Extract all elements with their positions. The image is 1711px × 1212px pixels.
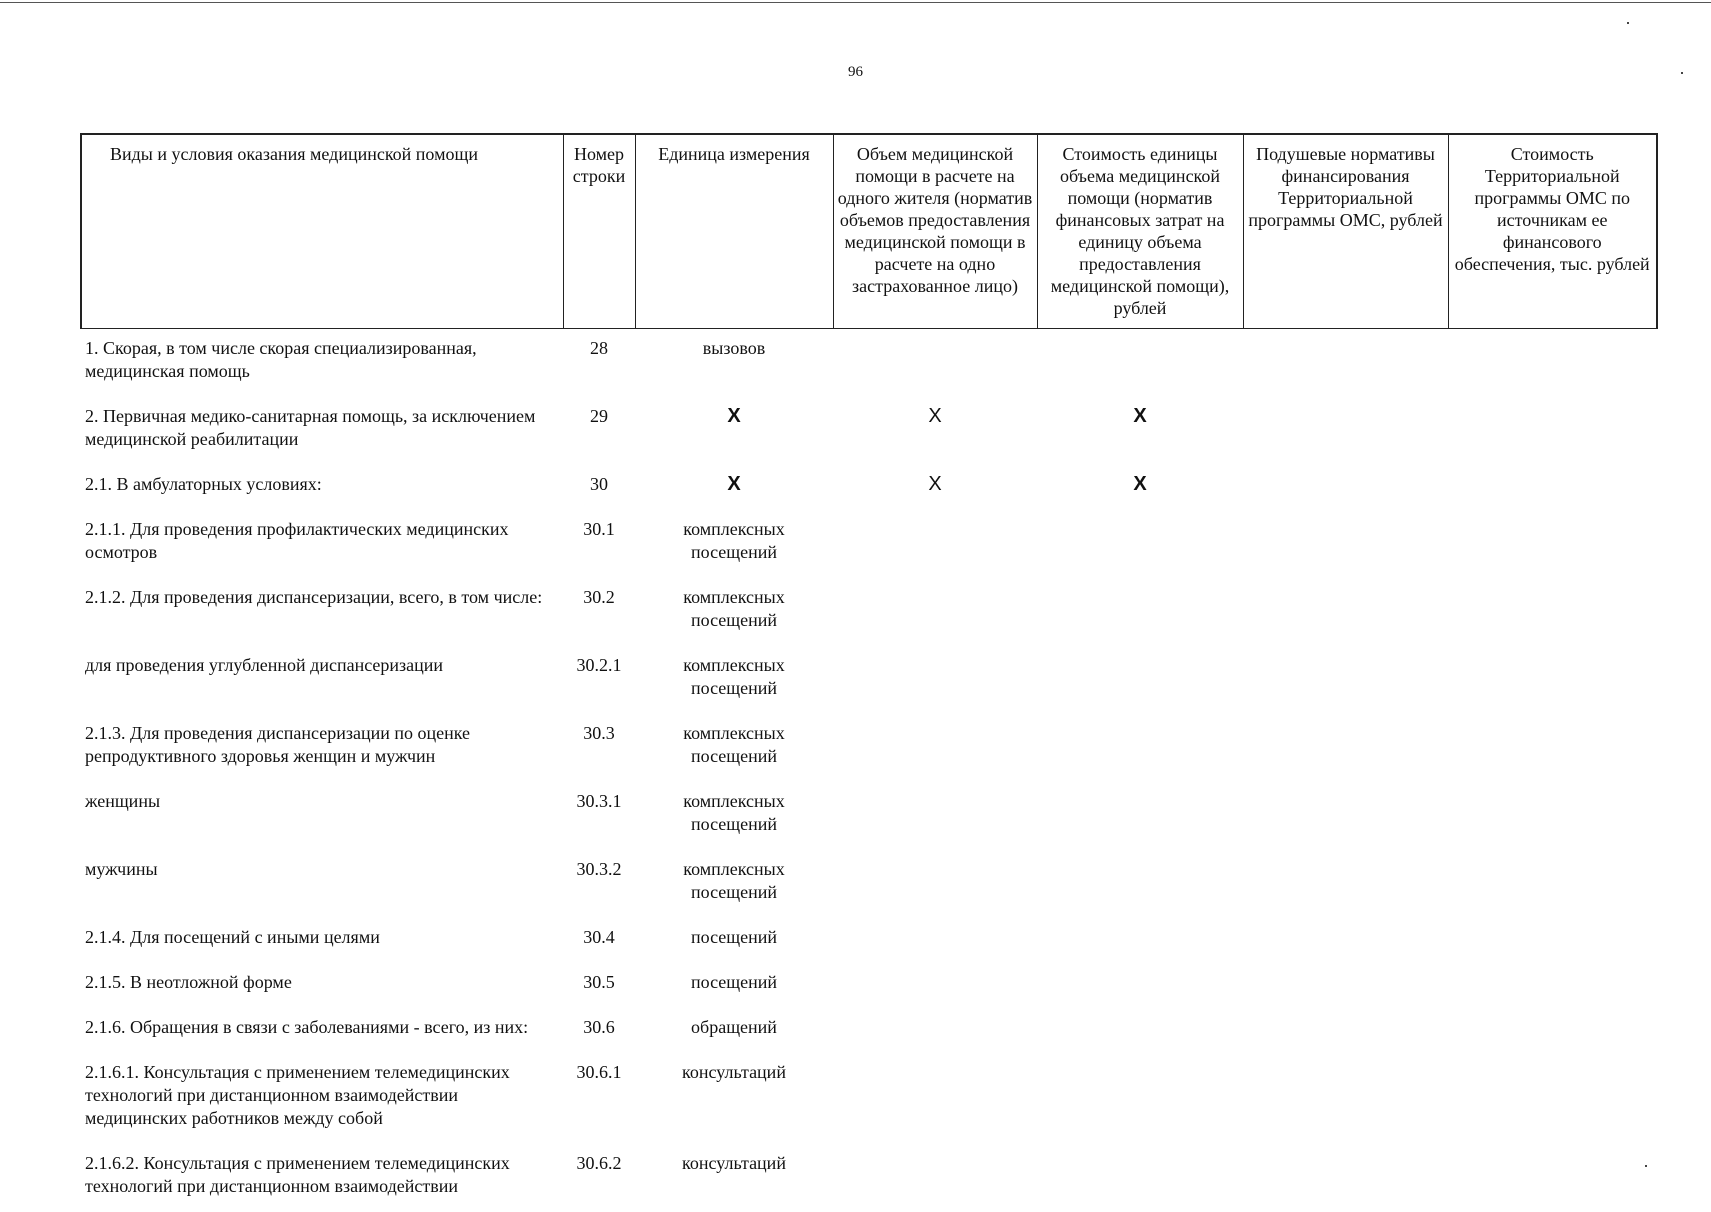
row-program-cost xyxy=(1448,510,1657,578)
row-name: 2.1.6. Обращения в связи с заболеваниями - всего, из них: xyxy=(85,1017,529,1037)
row-name: 2.1. В амбулаторных условиях: xyxy=(85,474,322,494)
row-volume xyxy=(833,646,1037,714)
row-cost xyxy=(1037,918,1243,963)
row-program-cost xyxy=(1448,397,1657,465)
row-cost xyxy=(1037,714,1243,782)
row-per-capita xyxy=(1243,510,1448,578)
row-cost xyxy=(1037,782,1243,850)
table-row xyxy=(81,1008,1657,1053)
table-row xyxy=(81,714,1657,782)
scan-speck xyxy=(1627,22,1629,24)
row-unit: комплексных посещений xyxy=(683,587,785,630)
row-per-capita xyxy=(1243,578,1448,646)
table-row xyxy=(81,465,1657,510)
row-program-cost xyxy=(1448,646,1657,714)
row-number: 30.3.2 xyxy=(576,859,622,879)
row-unit: комплексных посещений xyxy=(683,519,785,562)
table-row xyxy=(81,646,1657,714)
row-name: 2.1.4. Для посещений с иными целями xyxy=(85,927,380,947)
row-name: для проведения углубленной диспансеризации xyxy=(85,655,444,675)
table-row xyxy=(81,918,1657,963)
row-cost xyxy=(1037,329,1243,398)
row-per-capita xyxy=(1243,397,1448,465)
row-volume: X xyxy=(928,405,942,427)
row-per-capita xyxy=(1243,1144,1448,1212)
row-unit: комплексных посещений xyxy=(683,791,785,834)
page-number: 96 xyxy=(848,64,863,80)
row-volume xyxy=(833,1008,1037,1053)
row-volume xyxy=(833,578,1037,646)
table-row xyxy=(81,782,1657,850)
row-number: 28 xyxy=(590,338,608,358)
row-cost: X xyxy=(1133,405,1147,427)
row-volume xyxy=(833,329,1037,398)
row-name: 2.1.6.2. Консультация с применением телемедицинских технологий при дистанционном взаимодействии xyxy=(85,1153,510,1196)
table-row xyxy=(81,963,1657,1008)
row-per-capita xyxy=(1243,714,1448,782)
table-row xyxy=(81,578,1657,646)
row-per-capita xyxy=(1243,918,1448,963)
row-program-cost xyxy=(1448,329,1657,398)
row-program-cost xyxy=(1448,714,1657,782)
row-number: 30.1 xyxy=(583,519,615,539)
row-program-cost xyxy=(1448,578,1657,646)
header-types: Виды и условия оказания медицинской помощи xyxy=(81,134,563,329)
row-cost xyxy=(1037,1008,1243,1053)
scan-speck xyxy=(1681,72,1683,74)
row-cost xyxy=(1037,1144,1243,1212)
row-number: 30.3 xyxy=(583,723,615,743)
row-volume xyxy=(833,1053,1037,1144)
row-name: 2. Первичная медико-санитарная помощь, за исключением медицинской реабилитации xyxy=(85,406,536,449)
scan-speck xyxy=(1645,1165,1647,1167)
row-volume xyxy=(833,782,1037,850)
row-number: 30.3.1 xyxy=(576,791,622,811)
row-number: 29 xyxy=(590,406,608,426)
row-volume xyxy=(833,918,1037,963)
row-per-capita xyxy=(1243,782,1448,850)
row-unit: комплексных посещений xyxy=(683,655,785,698)
row-unit: посещений xyxy=(690,927,778,947)
row-volume xyxy=(833,714,1037,782)
row-volume xyxy=(833,850,1037,918)
row-unit: посещений xyxy=(690,972,778,992)
row-per-capita xyxy=(1243,646,1448,714)
row-volume xyxy=(833,510,1037,578)
row-program-cost xyxy=(1448,1144,1657,1212)
table-row xyxy=(81,329,1657,398)
row-number: 30.4 xyxy=(583,927,615,947)
row-name: женщины xyxy=(85,791,161,811)
row-number: 30 xyxy=(590,474,608,494)
row-per-capita xyxy=(1243,1008,1448,1053)
row-per-capita xyxy=(1243,1053,1448,1144)
header-program-cost: Стоимость Территориальной программы ОМС по источникам ее финансового обеспечения, тыс. рублей xyxy=(1448,134,1657,329)
row-number: 30.5 xyxy=(583,972,615,992)
row-unit: консультаций xyxy=(682,1153,786,1173)
row-program-cost xyxy=(1448,918,1657,963)
header-unit-cost: Стоимость единицы объема медицинской помощи (норматив финансовых затрат на единицу объема предоставления медицинской помощи), рублей xyxy=(1037,134,1243,329)
table-row xyxy=(81,510,1657,578)
row-cost xyxy=(1037,646,1243,714)
row-number: 30.2 xyxy=(583,587,615,607)
header-row-number: Номер строки xyxy=(563,134,635,329)
row-cost xyxy=(1037,850,1243,918)
row-program-cost xyxy=(1448,1053,1657,1144)
top-rule xyxy=(0,2,1711,3)
row-program-cost xyxy=(1448,850,1657,918)
row-cost xyxy=(1037,1053,1243,1144)
row-name: 2.1.3. Для проведения диспансеризации по оценке репродуктивного здоровья женщин и мужчин xyxy=(85,723,471,766)
row-unit: X xyxy=(727,473,741,495)
finance-table xyxy=(80,133,1658,1212)
table-row xyxy=(81,1053,1657,1144)
header-row xyxy=(81,134,1657,329)
row-name: 2.1.2. Для проведения диспансеризации, всего, в том числе: xyxy=(85,587,543,607)
row-cost xyxy=(1037,963,1243,1008)
row-per-capita xyxy=(1243,963,1448,1008)
row-volume xyxy=(833,963,1037,1008)
row-unit: консультаций xyxy=(682,1062,786,1082)
row-unit: X xyxy=(727,405,741,427)
header-unit: Единица измерения xyxy=(635,134,833,329)
row-unit: обращений xyxy=(691,1017,777,1037)
table-row xyxy=(81,397,1657,465)
row-volume: X xyxy=(928,473,942,495)
header-per-capita: Подушевые нормативы финансирования Территориальной программы ОМС, рублей xyxy=(1243,134,1448,329)
row-name: 2.1.5. В неотложной форме xyxy=(85,972,292,992)
row-cost xyxy=(1037,578,1243,646)
table-row xyxy=(81,850,1657,918)
row-program-cost xyxy=(1448,465,1657,510)
row-number: 30.2.1 xyxy=(576,655,622,675)
row-volume xyxy=(833,1144,1037,1212)
row-cost xyxy=(1037,510,1243,578)
row-per-capita xyxy=(1243,850,1448,918)
row-unit: комплексных посещений xyxy=(683,723,785,766)
row-program-cost xyxy=(1448,782,1657,850)
row-name: 2.1.6.1. Консультация с применением телемедицинских технологий при дистанционном взаимодействии медицинских работников между собой xyxy=(85,1062,510,1128)
row-name: 1. Скорая, в том числе скорая специализированная, медицинская помощь xyxy=(85,338,477,381)
row-program-cost xyxy=(1448,1008,1657,1053)
row-name: мужчины xyxy=(85,859,158,879)
header-volume: Объем медицинской помощи в расчете на одного жителя (норматив объемов предоставления медицинской помощи в расчете на одно застрахованное лицо) xyxy=(833,134,1037,329)
table-row xyxy=(81,1144,1657,1212)
row-number: 30.6 xyxy=(583,1017,615,1037)
row-cost: X xyxy=(1133,473,1147,495)
row-per-capita xyxy=(1243,465,1448,510)
row-per-capita xyxy=(1243,329,1448,398)
row-number: 30.6.2 xyxy=(576,1153,622,1173)
row-unit: вызовов xyxy=(702,338,766,358)
row-number: 30.6.1 xyxy=(576,1062,622,1082)
row-program-cost xyxy=(1448,963,1657,1008)
row-unit: комплексных посещений xyxy=(683,859,785,902)
row-name: 2.1.1. Для проведения профилактических медицинских осмотров xyxy=(85,519,509,562)
